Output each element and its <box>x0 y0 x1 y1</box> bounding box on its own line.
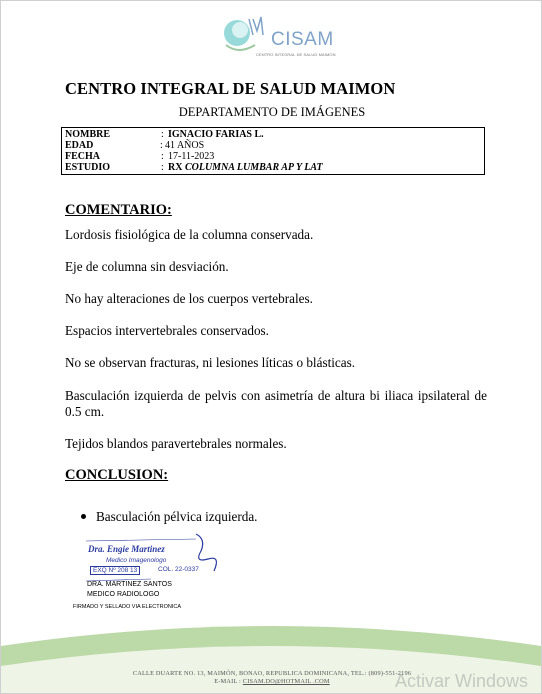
logo-subtitle: CENTRO INTEGRAL DE SALUD MAIMON <box>256 52 336 57</box>
age-separator: : <box>160 140 163 151</box>
signature-note: FIRMADO Y SELLADO VIA ELECTRONICA <box>73 604 181 610</box>
comment-line: Basculación izquierda de pelvis con asimetría de altura bi iliaca ipsilateral de 0.5 cm. <box>65 388 487 419</box>
comment-heading: COMENTARIO: <box>65 202 172 218</box>
footer-address: CALLE DUARTE NO. 13, MAIMÓN, BONAO, REPUBLICA DOMINICANA, TEL.: (809)-551-2196 <box>132 670 412 677</box>
study-label: ESTUDIO <box>65 162 111 173</box>
conclusion-text: Basculación pélvica izquierda. <box>96 509 258 524</box>
windows-activation-watermark: Activar Windows <box>395 671 529 691</box>
comment-line: Tejidos blandos paravertebrales normales. <box>65 436 287 451</box>
comment-line: Lordosis fisiológica de la columna conservada. <box>65 227 314 242</box>
doctor-role: MEDICO RADIOLOGO <box>87 591 160 598</box>
conclusion-item <box>81 509 257 525</box>
name-value: IGNACIO FARIAS L. <box>168 129 264 140</box>
signature-stamp <box>76 529 226 589</box>
study-prefix: RX <box>168 162 183 173</box>
conclusion-heading: CONCLUSION: <box>65 467 169 483</box>
logo-wordmark: CISAM <box>271 29 334 50</box>
cisam-logo-mark <box>211 11 271 55</box>
study-name: COLUMNA LUMBAR AP Y LAT <box>184 162 323 173</box>
study-separator: : <box>161 162 164 173</box>
date-label: FECHA <box>65 151 100 162</box>
stamp-name: Dra. Engie Martinez <box>88 544 165 554</box>
stamp-role: Medico Imagenologo <box>106 557 167 564</box>
department-text: DEPARTAMENTO DE IMÁGENES <box>178 105 366 119</box>
comment-line: Espacios intervertebrales conservados. <box>65 323 269 338</box>
stamp-exq: EXQ Nº 208 13 <box>90 566 140 575</box>
stamp-col: COL. 22-0337 <box>158 566 199 573</box>
date-separator: : <box>161 151 164 162</box>
report-title: CENTRO INTEGRAL DE SALUD MAIMON <box>65 79 396 98</box>
patient-info-box <box>61 127 485 175</box>
cisam-logo <box>211 11 336 61</box>
email-label: E-MAIL : <box>214 678 242 685</box>
bullet-icon <box>81 514 86 519</box>
age-value: 41 AÑOS <box>165 140 205 151</box>
comment-line: No hay alteraciones de los cuerpos vertebrales. <box>65 291 313 306</box>
email-link[interactable]: CISAM.DO@HOTMAIL .COM <box>242 678 330 685</box>
study-value <box>168 162 323 173</box>
age-label: EDAD <box>65 140 94 151</box>
doctor-name: DRA. MARTINEZ SANTOS <box>87 581 172 588</box>
comment-line: Eje de columna sin desviación. <box>65 259 229 274</box>
department-label <box>1 105 542 120</box>
name-separator: : <box>161 129 164 140</box>
comment-line: No se observan fracturas, ni lesiones líticas o blásticas. <box>65 355 356 370</box>
name-label: NOMBRE <box>65 129 110 140</box>
date-value: 17-11-2023 <box>168 151 215 162</box>
